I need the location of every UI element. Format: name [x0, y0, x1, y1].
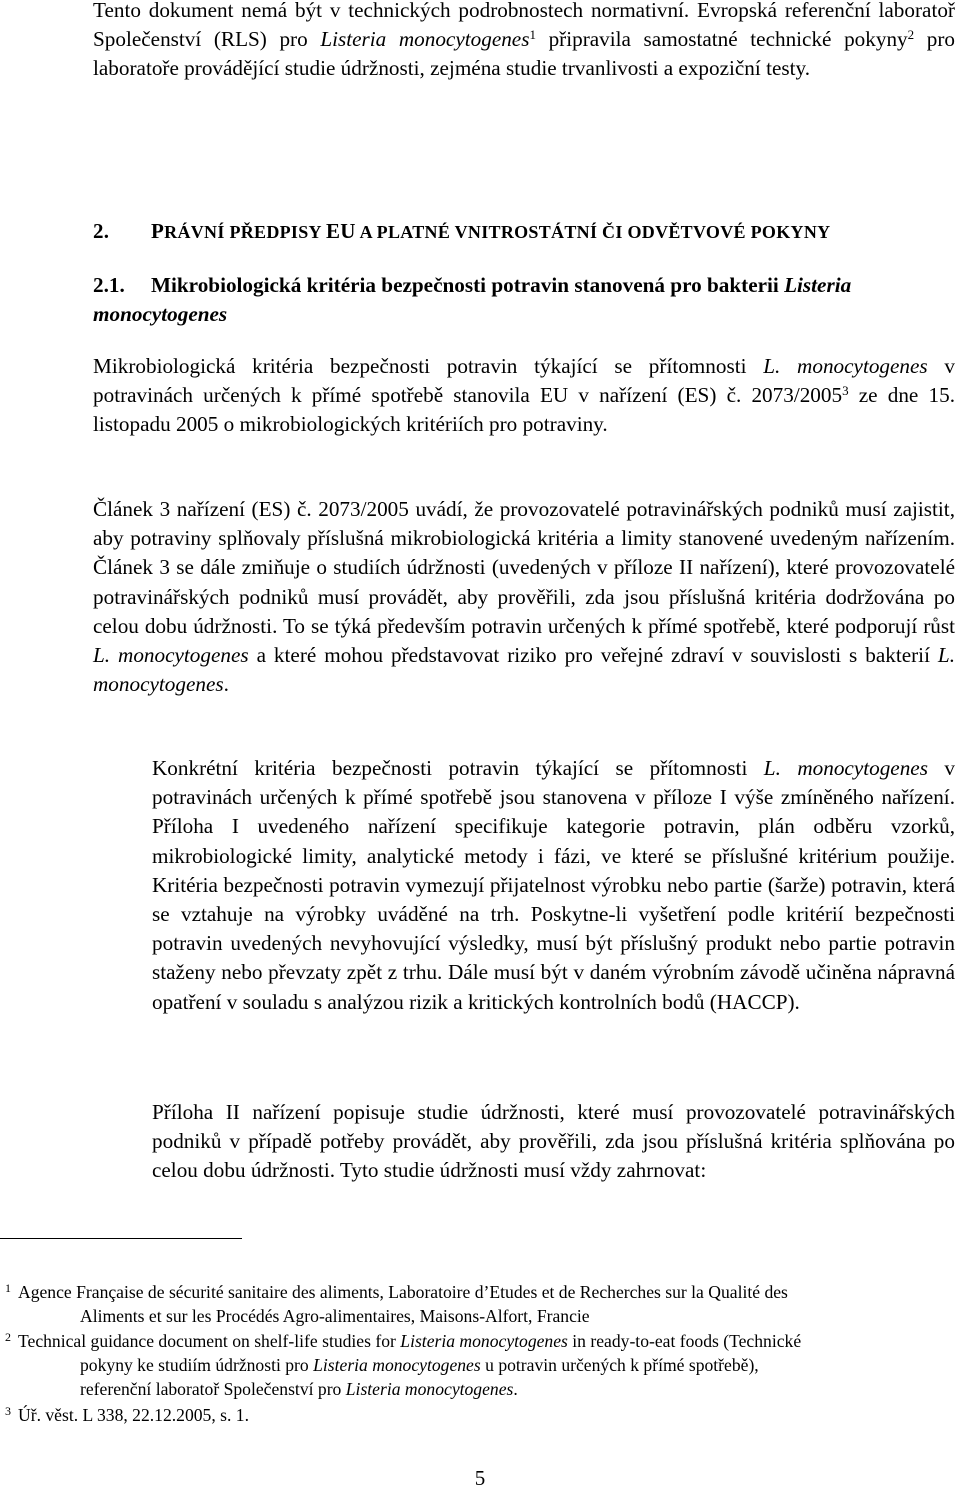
- para1-text-2: v potravinách určených k přímé spotřebě stanovila EU v nařízení (ES) č. 2073/2005: [93, 354, 955, 408]
- footnote-ref-1: 1: [529, 27, 536, 43]
- footnote-2: [0, 1329, 958, 1401]
- footnote-3-mark: 3: [5, 1404, 11, 1418]
- footnote-1: [0, 1280, 958, 1328]
- intro-paragraph: [93, 0, 955, 84]
- section-2-heading: [93, 219, 830, 244]
- section-2-1-heading: [93, 271, 955, 329]
- paragraph-article-3: [93, 495, 955, 699]
- footnote-2-line-1-a: Technical guidance document on shelf-life studies for: [18, 1331, 401, 1351]
- para2-text-1: Článek 3 nařízení (ES) č. 2073/2005 uvádí, že provozovatelé potravinářských podniků musí zajistit, aby potraviny splňovaly příslušná mikrobiologická kritéria a limity stanovené uvedeným nařízením. Článek 3 se dále zmiňuje o studiích údržnosti (uvedených v příloze II nařízení), které provozovatelé potravinářských podniků musí provádět, aby prověřili, zda jsou příslušná kritéria dodržována po celou dobu údržnosti. To se týká především potravin určených k přímé spotřebě, které podporují růst: [93, 497, 955, 638]
- section-2-title-initial: P: [151, 219, 165, 243]
- para3-species: L. monocytogenes: [763, 756, 928, 780]
- section-2-title-a: RÁVNÍ PŘEDPISY: [164, 222, 326, 242]
- footnote-1-mark: 1: [5, 1281, 11, 1295]
- footnote-2-line-3: [0, 1377, 958, 1401]
- footnote-2-line-2-a: pokyny ke studiím údržnosti pro: [80, 1355, 314, 1375]
- para2-species-2: L. monocytogenes: [93, 643, 955, 697]
- intro-text-1: Tento dokument nemá být v technických podrobnostech normativní. Evropská referenční laboratoř Společenství (RLS) pro: [93, 0, 955, 52]
- footnote-2-line-1-b: in ready-to-eat foods (Technické: [567, 1331, 802, 1351]
- footnote-3-line-1: Úř. věst. L 338, 22.12.2005, s. 1.: [18, 1405, 249, 1425]
- section-2-1-number: 2.1.: [93, 273, 125, 297]
- para1-species: L. monocytogenes: [763, 354, 928, 378]
- footnote-3: [0, 1403, 958, 1427]
- footnote-2-line-3-b: .: [513, 1379, 518, 1399]
- section-2-title-eu: EU: [325, 219, 356, 243]
- paragraph-criteria: [93, 352, 955, 440]
- para1-text-1: Mikrobiologická kritéria bezpečnosti potravin týkající se přítomnosti: [93, 354, 764, 378]
- intro-text-2: připravila samostatné technické pokyny: [535, 27, 908, 52]
- para3-text-1: Konkrétní kritéria bezpečnosti potravin týkající se přítomnosti: [152, 756, 764, 780]
- paragraph-specific-criteria: [152, 754, 955, 1017]
- para1-text-3: ze dne 15. listopadu 2005 o mikrobiologických kritériích pro potraviny.: [93, 383, 955, 437]
- footnote-2-line-2: [0, 1353, 958, 1377]
- footnote-2-mark: 2: [5, 1330, 11, 1344]
- para2-text-2: a které mohou představovat riziko pro veřejné zdraví v souvislosti s bakterií: [248, 643, 938, 668]
- section-2-1-title: Mikrobiologická kritéria bezpečnosti potravin stanovená pro bakterii: [151, 273, 785, 297]
- intro-species: Listeria monocytogenes: [320, 27, 530, 52]
- footnote-2-line-1: [0, 1329, 958, 1353]
- footnote-ref-3: 3: [842, 383, 849, 399]
- footnote-2-line-2-species: Listeria monocytogenes: [313, 1355, 481, 1375]
- footnote-2-line-3-species: Listeria monocytogenes: [345, 1379, 514, 1399]
- footnote-2-line-1-species: Listeria monocytogenes: [400, 1331, 568, 1351]
- section-2-title-b: A PLATNÉ VNITROSTÁTNÍ ČI ODVĚTVOVÉ POKYNY: [355, 222, 831, 242]
- section-2-number: 2.: [93, 219, 110, 243]
- footnote-2-line-2-b: u potravin určených k přímé spotřebě),: [480, 1355, 759, 1375]
- page-number: 5: [474, 1466, 486, 1490]
- footnote-ref-2: 2: [907, 27, 915, 43]
- section-2-1-title-species: Listeria monocytogenes: [93, 273, 852, 327]
- para2-species-1: L. monocytogenes: [93, 643, 249, 668]
- intro-text-3: pro laboratoře provádějící studie údržnosti, zejména studie trvanlivosti a expoziční testy.: [93, 27, 955, 81]
- footnote-2-line-3-a: referenční laboratoř Společenství pro: [80, 1379, 346, 1399]
- paragraph-annex-2: [152, 1098, 955, 1186]
- footnote-1-line-1: Agence Française de sécurité sanitaire des aliments, Laboratoire d’Etudes et de Recherches sur la Qualité des: [18, 1282, 788, 1302]
- footnote-1-line-2: Aliments et sur les Procédés Agro-alimentaires, Maisons-Alfort, Francie: [80, 1306, 590, 1326]
- para4-text: Příloha II nařízení popisuje studie údržnosti, které musí provozovatelé potravinářských podniků v případě potřeby provádět, aby prověřili, zda jsou příslušná kritéria splňována po celou dobu údržnosti. Tyto studie údržnosti musí vždy zahrnovat:: [152, 1100, 955, 1183]
- para3-text-2: v potravinách určených k přímé spotřebě jsou stanovena v příloze I výše zmíněného nařízení. Příloha I uvedeného nařízení specifikuje kategorie potravin, plán odběru vzorků, mikrobiologické limity, analytické metody i fázi, ve které se příslušné kritérium použije. Kritéria bezpečnosti potravin vymezují přijatelnost výrobku nebo partie (šarže) potravin, která se vztahuje na výrobky uváděné na trh. Poskytne-li vyšetření podle kritérií bezpečnosti potravin uvedených nevyhovující výsledky, musí být příslušný produkt nebo partie potravin staženy nebo převzaty zpět z trhu. Dále musí být v daném výrobním závodě učiněna nápravná opatření v souladu s analýzou rizik a kritických kontrolních bodů (HACCP).: [152, 756, 956, 1014]
- footnote-separator: [0, 1238, 242, 1239]
- para2-text-3: .: [223, 672, 229, 697]
